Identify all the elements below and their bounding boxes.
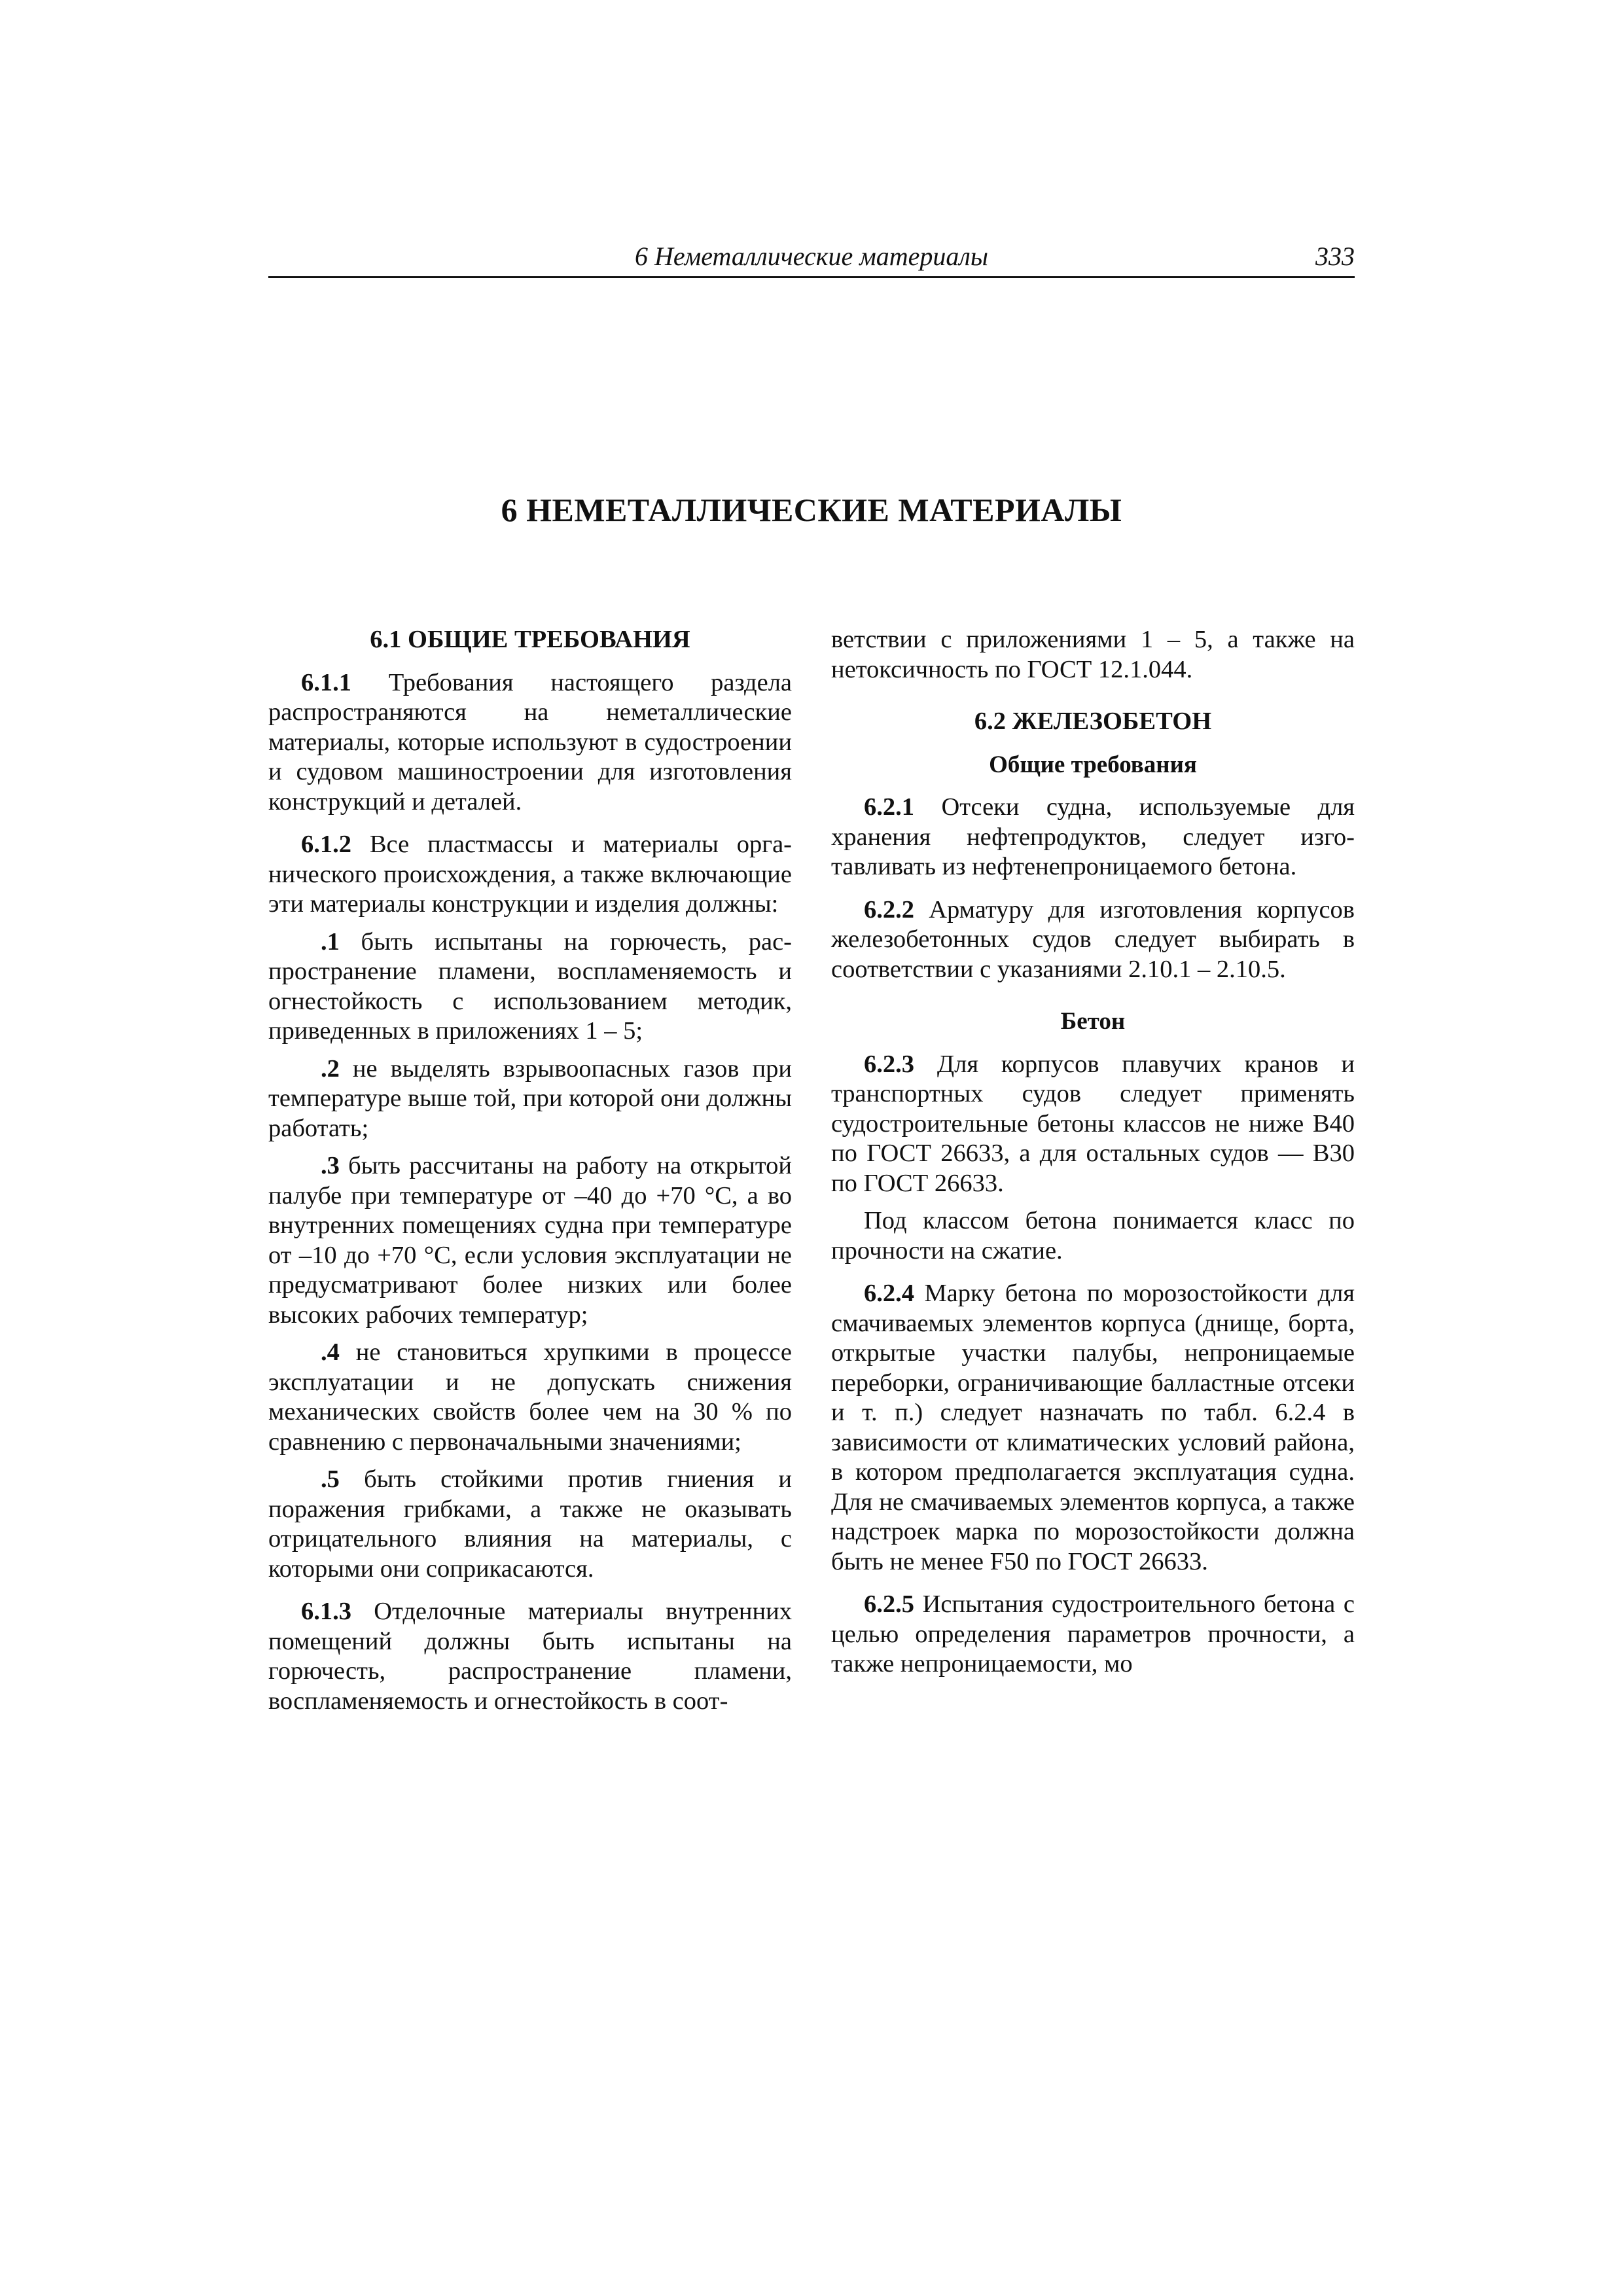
running-header [268,237,1355,278]
running-title: 6 Неметаллические материалы [635,242,988,271]
clause-text: Испытания судостроительного бетона с целью определения параметров прочности, а также непроницаемости, мо [831,1590,1355,1677]
clause-6-1-3 [268,1597,792,1716]
clause-number: 6.1.2 [301,831,351,858]
clause-number: 6.1.3 [301,1598,351,1625]
clause-6-2-3-note: Под классом бетона понимается класс по прочности на сжатие. [831,1207,1355,1265]
item-number: .2 [321,1054,340,1083]
list-item-3 [268,1151,792,1330]
clause-6-1-3-continued: ветствии с приложениями 1 – 5, а также на нетоксичность по ГОСТ 12.1.044. [831,626,1355,683]
item-number: .1 [321,927,340,956]
clause-text: Отсеки судна, используемые для хранения нефтепродуктов, следует изготавливать из нефтенепроницаемого бетона. [831,793,1355,880]
clause-text: Требования настоящего раздела распространяются на неметаллические материалы, которые используют в судостроении и судовом машиностроении для изготовления конструкций и деталей. [268,668,792,816]
clause-number: 6.2.1 [864,793,914,821]
list-item-4 [268,1338,792,1457]
page-number: 333 [1315,242,1355,271]
clause-6-2-1 [831,793,1355,882]
clause-text: Отделочные материалы внутренних помещений должны быть испытаны на горючесть, распространение пламени, воспламеняемость и огнестойкость в соот- [268,1598,792,1715]
item-number: .5 [321,1465,340,1493]
subheading-concrete: Бетон [1060,1008,1126,1035]
clause-6-1-1 [268,668,792,817]
item-text: быть испытаны на горючесть, распространение пламени, воспламеняемость и огнестойкость с использованием методик, приведенных в приложениях 1 – 5; [268,927,792,1045]
chapter-title: 6 НЕМЕТАЛЛИЧЕСКИЕ МАТЕРИАЛЫ [501,492,1122,528]
clause-6-1-2 [268,830,792,920]
right-column [831,625,1355,1679]
clause-number: 6.2.4 [864,1280,914,1307]
clause-text: Арматуру для изготовления корпусов железобетонных судов следует выбирать в соответствии с указаниями 2.10.1 – 2.10.5. [831,895,1355,983]
clause-text: Для корпусов плавучих кранов и транспортных судов следует применять судостроительные бетоны классов не ниже В40 по ГОСТ 26633, а для остальных судов — В30 по ГОСТ 26633. [831,1050,1355,1197]
left-column [268,625,792,1716]
list-item-5 [268,1465,792,1584]
clause-number: 6.2.3 [864,1050,914,1078]
subheading-general: Общие требования [989,751,1197,778]
item-number: .3 [321,1152,340,1179]
item-text: быть стойкими против гниения и поражения грибками, а также не оказывать отрицательного влияния на материалы, с которыми они соприкасаются. [268,1465,792,1583]
clause-number: 6.2.2 [864,895,914,924]
item-number: .4 [321,1338,340,1366]
item-text: быть рассчитаны на работу на открытой палубе при температуре от –40 до +70 °С, а во внутренних помещениях судна при температуре от –10 до +70 °С, если условия эксплуатации не предусматривают более низких или более высоких рабочих температур; [268,1152,792,1329]
list-item-1 [268,927,792,1047]
clause-6-2-5 [831,1590,1355,1679]
clause-text: Все пластмассы и материалы органического происхождения, а также включающие эти материалы конструкции и изделия должны: [268,831,792,918]
clause-text: Марку бетона по морозостойкости для смачиваемых элементов корпуса (днище, борта, открытые участки палубы, непроницаемые переборки, ограничивающие балластные отсеки и т. п.) следует назначать по табл. 6.2.4 в зависимости от климатических условий района, в котором предполагается эксплуатация судна. Для не смачиваемых элементов корпуса, а также надстроек марка по морозостойкости должна быть не менее F50 по ГОСТ 26633. [831,1280,1355,1575]
clause-6-2-3 [831,1050,1355,1199]
item-text: не выделять взрывоопасных газов при температуре выше той, при которой они должны работать; [268,1054,792,1142]
clause-number: 6.1.1 [301,668,351,696]
section-heading-6-2: 6.2 ЖЕЛЕЗОБЕТОН [974,708,1212,735]
list-item-2 [268,1054,792,1144]
clause-number: 6.2.5 [864,1590,914,1618]
clause-6-2-4 [831,1279,1355,1577]
item-text: не становиться хрупкими в процессе эксплуатации и не допускать снижения механических свойств более чем на 30 % по сравнению с первоначальными значениями; [268,1338,792,1456]
section-heading-6-1: 6.1 ОБЩИЕ ТРЕБОВАНИЯ [370,626,690,653]
clause-6-2-2 [831,895,1355,985]
